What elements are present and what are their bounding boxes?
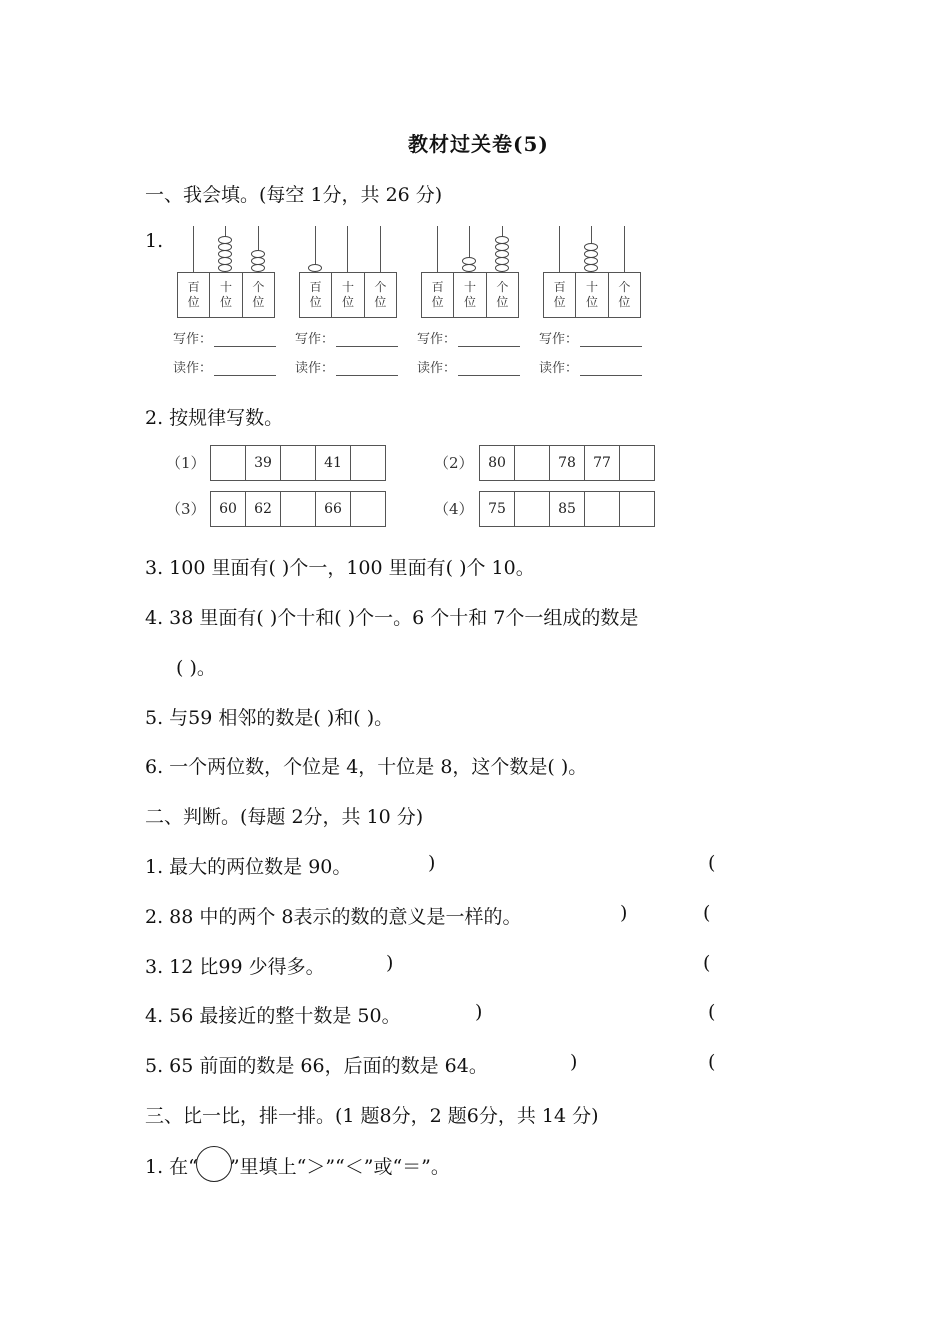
sequence-cell: 80 bbox=[480, 446, 515, 480]
sequence-cell[interactable] bbox=[620, 492, 654, 526]
place-value-cell bbox=[300, 273, 332, 317]
judge-item-3: 3. 12 比99 少得多。 bbox=[145, 956, 325, 978]
abacus-bead bbox=[495, 236, 509, 244]
place-value-char: 位 bbox=[187, 295, 200, 309]
place-value-char: 个 bbox=[374, 280, 387, 294]
sequence-cell[interactable] bbox=[515, 446, 550, 480]
judge-close-1: ) bbox=[428, 852, 436, 874]
place-value-char: 位 bbox=[252, 295, 265, 309]
sequence-cell[interactable] bbox=[281, 492, 316, 526]
sequence-label: （4） bbox=[434, 500, 474, 518]
answer-blank[interactable] bbox=[458, 363, 520, 376]
answer-blank[interactable] bbox=[336, 363, 398, 376]
read-label bbox=[295, 357, 398, 376]
abacus-bead bbox=[495, 264, 509, 272]
abacus-bead bbox=[218, 257, 232, 265]
sequence-label: （1） bbox=[166, 454, 206, 472]
place-value-char: 位 bbox=[374, 295, 387, 309]
abacus bbox=[295, 226, 399, 376]
section1-heading: 一、我会填。(每空 1分，共 26 分) bbox=[145, 184, 443, 206]
q2-text: 2. 按规律写数。 bbox=[145, 407, 284, 429]
place-value-cell bbox=[454, 273, 486, 317]
place-value-cell bbox=[365, 273, 396, 317]
write-label bbox=[539, 328, 642, 347]
judge-open-4[interactable]: ( bbox=[708, 1001, 716, 1023]
abacus-bead bbox=[584, 250, 598, 258]
abacus-rod bbox=[380, 226, 381, 272]
answer-blank[interactable] bbox=[214, 363, 276, 376]
abacus-bead bbox=[495, 257, 509, 265]
compare-circle-icon[interactable] bbox=[196, 1146, 232, 1182]
write-label-text: 写作： bbox=[173, 332, 213, 347]
place-value-cell bbox=[210, 273, 242, 317]
place-value-box bbox=[421, 272, 519, 318]
place-value-box bbox=[177, 272, 275, 318]
sequence-cell: 60 bbox=[211, 492, 246, 526]
abacus-bead bbox=[584, 257, 598, 265]
abacus-bead bbox=[584, 264, 598, 272]
judge-open-2[interactable]: ( bbox=[703, 902, 711, 924]
read-label-text: 读作： bbox=[173, 361, 213, 376]
sequence-cell[interactable] bbox=[585, 492, 620, 526]
place-value-char: 位 bbox=[309, 295, 322, 309]
place-value-box bbox=[299, 272, 397, 318]
judge-close-2: ) bbox=[620, 902, 628, 924]
place-value-cell bbox=[178, 273, 210, 317]
abacus-rod bbox=[437, 226, 438, 272]
sequence-label: （3） bbox=[166, 500, 206, 518]
sequence-grid bbox=[210, 445, 386, 481]
place-value-char: 位 bbox=[553, 295, 566, 309]
abacus-bead bbox=[462, 264, 476, 272]
page-title: 教材过关卷(5) bbox=[408, 132, 549, 156]
q5-text: 5. 与59 相邻的数是( )和( )。 bbox=[145, 707, 394, 729]
sequence-cell: 66 bbox=[316, 492, 351, 526]
place-value-cell bbox=[243, 273, 274, 317]
sequence-cell[interactable] bbox=[351, 492, 385, 526]
answer-blank[interactable] bbox=[214, 334, 276, 347]
place-value-cell bbox=[332, 273, 364, 317]
write-label bbox=[173, 328, 276, 347]
sequence-cell[interactable] bbox=[351, 446, 385, 480]
sequence-cell[interactable] bbox=[211, 446, 246, 480]
abacus-bead bbox=[218, 264, 232, 272]
q1-number: 1. bbox=[145, 230, 164, 252]
judge-item-1: 1. 最大的两位数是 90。 bbox=[145, 856, 352, 878]
write-label-text: 写作： bbox=[539, 332, 579, 347]
abacus bbox=[173, 226, 277, 376]
place-value-char: 个 bbox=[496, 280, 509, 294]
abacus-bead bbox=[218, 236, 232, 244]
place-value-char: 位 bbox=[496, 295, 509, 309]
section3-q1 bbox=[145, 1152, 450, 1182]
place-value-box bbox=[543, 272, 641, 318]
sequence-grid bbox=[479, 491, 655, 527]
write-label-text: 写作： bbox=[295, 332, 335, 347]
sequence-cell[interactable] bbox=[515, 492, 550, 526]
place-value-char: 百 bbox=[187, 280, 200, 294]
judge-item-5: 5. 65 前面的数是 66，后面的数是 64。 bbox=[145, 1055, 488, 1077]
place-value-char: 个 bbox=[618, 280, 631, 294]
judge-open-5[interactable]: ( bbox=[708, 1051, 716, 1073]
abacus-bead bbox=[218, 243, 232, 251]
abacus-rod bbox=[559, 226, 560, 272]
abacus-bead bbox=[218, 250, 232, 258]
place-value-char: 位 bbox=[341, 295, 354, 309]
abacus bbox=[539, 226, 643, 376]
place-value-char: 十 bbox=[585, 280, 598, 294]
place-value-cell bbox=[544, 273, 576, 317]
abacus-rod bbox=[193, 226, 194, 272]
abacus-bead bbox=[584, 243, 598, 251]
read-label-text: 读作： bbox=[295, 361, 335, 376]
abacus-bead bbox=[495, 243, 509, 251]
abacus-bead bbox=[251, 250, 265, 258]
place-value-char: 位 bbox=[618, 295, 631, 309]
answer-blank[interactable] bbox=[580, 334, 642, 347]
place-value-cell bbox=[609, 273, 640, 317]
q4-text-b: ( )。 bbox=[176, 657, 216, 679]
section3-heading: 三、比一比，排一排。(1 题8分，2 题6分，共 14 分) bbox=[145, 1105, 599, 1127]
abacus bbox=[417, 226, 521, 376]
judge-open-3[interactable]: ( bbox=[703, 952, 711, 974]
place-value-char: 位 bbox=[431, 295, 444, 309]
read-label bbox=[417, 357, 520, 376]
abacus-rod bbox=[624, 226, 625, 272]
write-label bbox=[295, 328, 398, 347]
place-value-char: 十 bbox=[463, 280, 476, 294]
judge-close-3: ) bbox=[386, 952, 394, 974]
sequence-cell: 78 bbox=[550, 446, 585, 480]
read-label-text: 读作： bbox=[539, 361, 579, 376]
q6-text: 6. 一个两位数，个位是 4，十位是 8，这个数是( )。 bbox=[145, 756, 588, 778]
judge-item-2: 2. 88 中的两个 8表示的数的意义是一样的。 bbox=[145, 906, 522, 928]
write-label bbox=[417, 328, 520, 347]
sequence-cell: 41 bbox=[316, 446, 351, 480]
place-value-char: 百 bbox=[553, 280, 566, 294]
abacus-bead bbox=[495, 250, 509, 258]
place-value-char: 十 bbox=[341, 280, 354, 294]
sequence-cell[interactable] bbox=[281, 446, 316, 480]
answer-blank[interactable] bbox=[336, 334, 398, 347]
section3-q1-prefix: 1. 在“ bbox=[145, 1156, 198, 1178]
abacus-rod bbox=[347, 226, 348, 272]
place-value-char: 个 bbox=[252, 280, 265, 294]
sequence-grid bbox=[479, 445, 655, 481]
answer-blank[interactable] bbox=[580, 363, 642, 376]
sequence-cell: 39 bbox=[246, 446, 281, 480]
sequence-label: （2） bbox=[434, 454, 474, 472]
place-value-char: 位 bbox=[463, 295, 476, 309]
place-value-char: 十 bbox=[219, 280, 232, 294]
sequence-cell: 62 bbox=[246, 492, 281, 526]
sequence-cell: 75 bbox=[480, 492, 515, 526]
place-value-char: 百 bbox=[431, 280, 444, 294]
place-value-cell bbox=[487, 273, 518, 317]
judge-close-5: ) bbox=[570, 1051, 578, 1073]
sequence-cell: 77 bbox=[585, 446, 620, 480]
sequence-cell: 85 bbox=[550, 492, 585, 526]
read-label bbox=[173, 357, 276, 376]
read-label-text: 读作： bbox=[417, 361, 457, 376]
sequence-grid bbox=[210, 491, 386, 527]
abacus-bead bbox=[251, 264, 265, 272]
section3-q1-suffix: ”里填上“＞”“＜”或“＝”。 bbox=[229, 1156, 450, 1178]
answer-blank[interactable] bbox=[458, 334, 520, 347]
abacus-bead bbox=[251, 257, 265, 265]
read-label bbox=[539, 357, 642, 376]
abacus-bead bbox=[308, 264, 322, 272]
place-value-cell bbox=[576, 273, 608, 317]
sequence-cell[interactable] bbox=[620, 446, 654, 480]
place-value-cell bbox=[422, 273, 454, 317]
judge-open-1[interactable]: ( bbox=[708, 852, 716, 874]
judge-close-4: ) bbox=[475, 1001, 483, 1023]
q3-text: 3. 100 里面有( )个一，100 里面有( )个 10。 bbox=[145, 557, 535, 579]
place-value-char: 百 bbox=[309, 280, 322, 294]
write-label-text: 写作： bbox=[417, 332, 457, 347]
place-value-char: 位 bbox=[585, 295, 598, 309]
section2-heading: 二、判断。(每题 2分，共 10 分) bbox=[145, 806, 424, 828]
q4-text-a: 4. 38 里面有( )个十和( )个一。6 个十和 7个一组成的数是 bbox=[145, 607, 639, 629]
judge-item-4: 4. 56 最接近的整十数是 50。 bbox=[145, 1005, 401, 1027]
place-value-char: 位 bbox=[219, 295, 232, 309]
abacus-bead bbox=[462, 257, 476, 265]
